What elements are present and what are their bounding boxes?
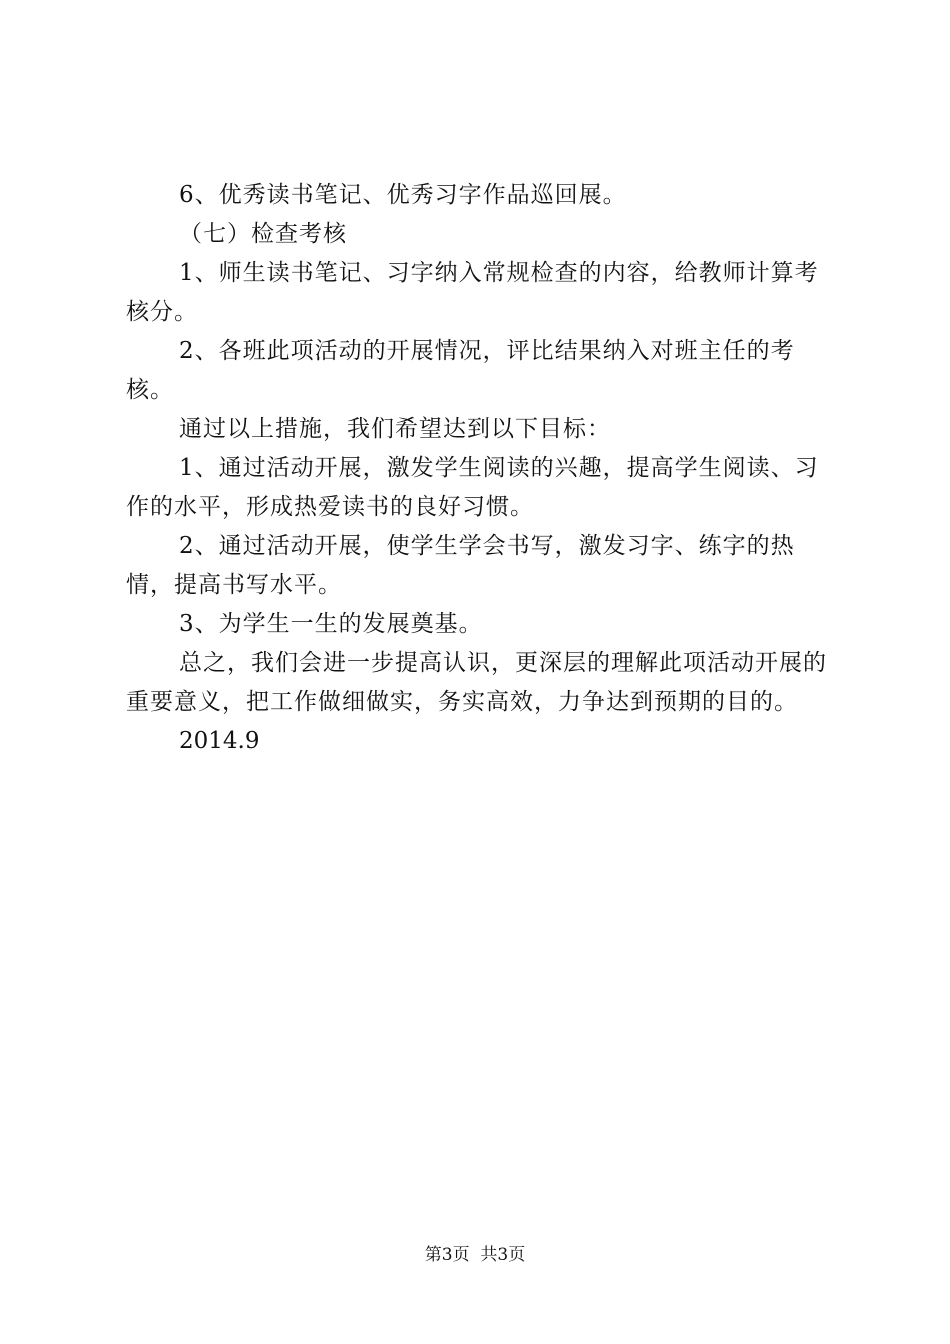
paragraph-goal-writing: 2、通过活动开展，使学生学会书写，激发习字、练字的热情，提高书写水平。: [126, 533, 795, 598]
paragraph-class-evaluation: 2、各班此项活动的开展情况，评比结果纳入对班主任的考核。: [126, 338, 795, 403]
page-footer: [0, 1243, 950, 1267]
paragraph-goals-intro: 通过以上措施，我们希望达到以下目标：: [179, 416, 611, 442]
document-body: [126, 176, 832, 761]
paragraph-conclusion: 总之，我们会进一步提高认识，更深层的理解此项活动开展的重要意义，把工作做细做实，务实高效，力争达到预期的目的。: [126, 650, 827, 715]
paragraph-goal-reading: 1、通过活动开展，激发学生阅读的兴趣，提高学生阅读、习作的水平，形成热爱读书的良好习惯。: [126, 455, 819, 520]
page-number-label: 第3页 共3页: [424, 1245, 526, 1265]
document-date: 2014.9: [179, 728, 260, 754]
paragraph-exhibition: 6、优秀读书笔记、优秀习字作品巡回展。: [179, 182, 627, 208]
paragraph-routine-check: 1、师生读书笔记、习字纳入常规检查的内容，给教师计算考核分。: [126, 260, 819, 325]
section-heading-inspection: （七）检查考核: [179, 221, 347, 247]
paragraph-goal-foundation: 3、为学生一生的发展奠基。: [179, 611, 483, 637]
